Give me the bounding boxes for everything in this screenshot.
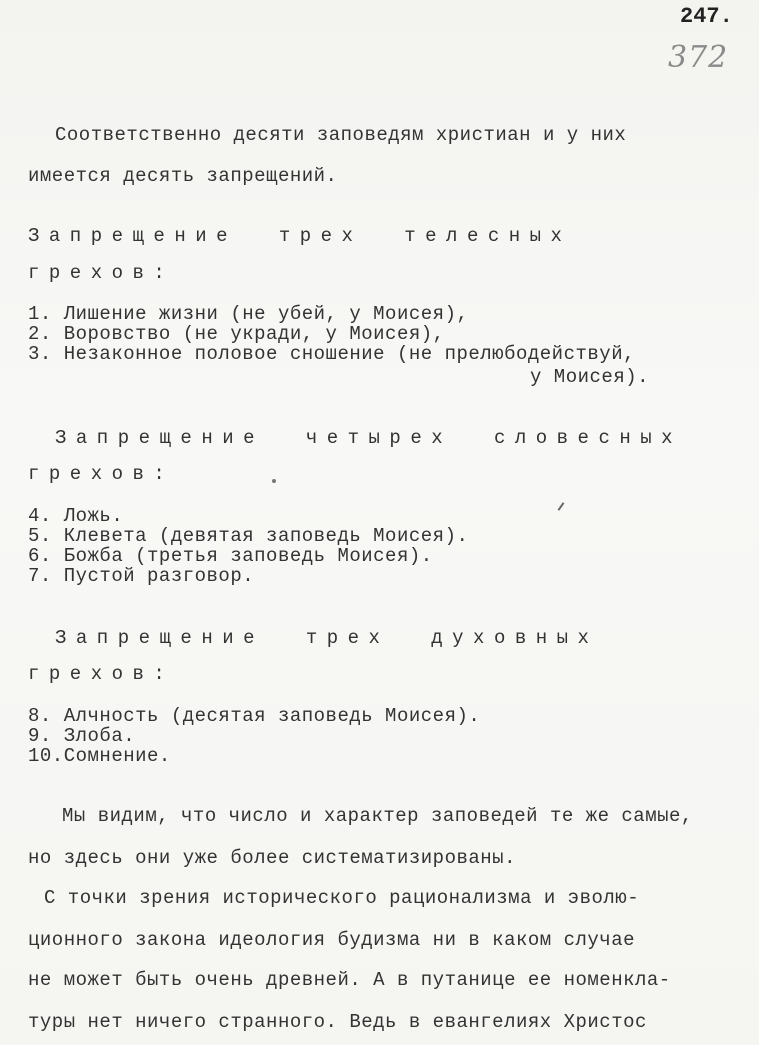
section1-heading: Запрещение трех телесных — [28, 225, 572, 247]
list-item: 1. Лишение жизни (не убей, у Моисея), — [28, 303, 469, 325]
intro-line-1: Соответственно десяти заповедям христиан и у них — [55, 124, 627, 146]
section3-heading: Запрещение трех духовных — [55, 627, 599, 649]
section2-heading-cont: грехов: — [28, 463, 175, 485]
section2-heading: Запрещение четырех словесных — [55, 427, 683, 449]
closing-line-1: Мы видим, что число и характер заповедей те же самые, — [62, 805, 693, 827]
closing-line-3: С точки зрения исторического рационализма и эволю- — [44, 887, 640, 909]
closing-line-6: туры нет ничего странного. Ведь в евангелиях Христос — [28, 1011, 647, 1033]
list-item: 2. Воровство (не укради, у Моисея), — [28, 323, 445, 345]
section3-heading-cont: грехов: — [28, 663, 175, 685]
closing-line-4: ционного закона идеология будизма ни в каком случае — [28, 929, 635, 951]
intro-line-2: имеется десять запрещений. — [28, 165, 338, 187]
handwritten-page-number: 372 — [668, 40, 729, 75]
list-item: 4. Ложь. — [28, 505, 124, 527]
list-item: 8. Алчность (десятая заповедь Моисея). — [28, 705, 481, 727]
list-item-continuation: у Моисея). — [530, 366, 650, 388]
list-item: 3. Незаконное половое сношение (не прелюбодействуй, — [28, 343, 635, 365]
page-number: 247. — [680, 4, 733, 29]
list-item: 10.Сомнение. — [28, 745, 171, 767]
list-item: 5. Клевета (девятая заповедь Моисея). — [28, 525, 469, 547]
list-item: 9. Злоба. — [28, 725, 136, 747]
closing-line-2: но здесь они уже более систематизированы. — [28, 847, 516, 869]
closing-line-5: не может быть очень древней. А в путанице ее номенкла- — [28, 969, 671, 991]
section1-heading-cont: грехов: — [28, 262, 175, 284]
list-item: 7. Пустой разговор. — [28, 565, 255, 587]
list-item: 6. Божба (третья заповедь Моисея). — [28, 545, 433, 567]
